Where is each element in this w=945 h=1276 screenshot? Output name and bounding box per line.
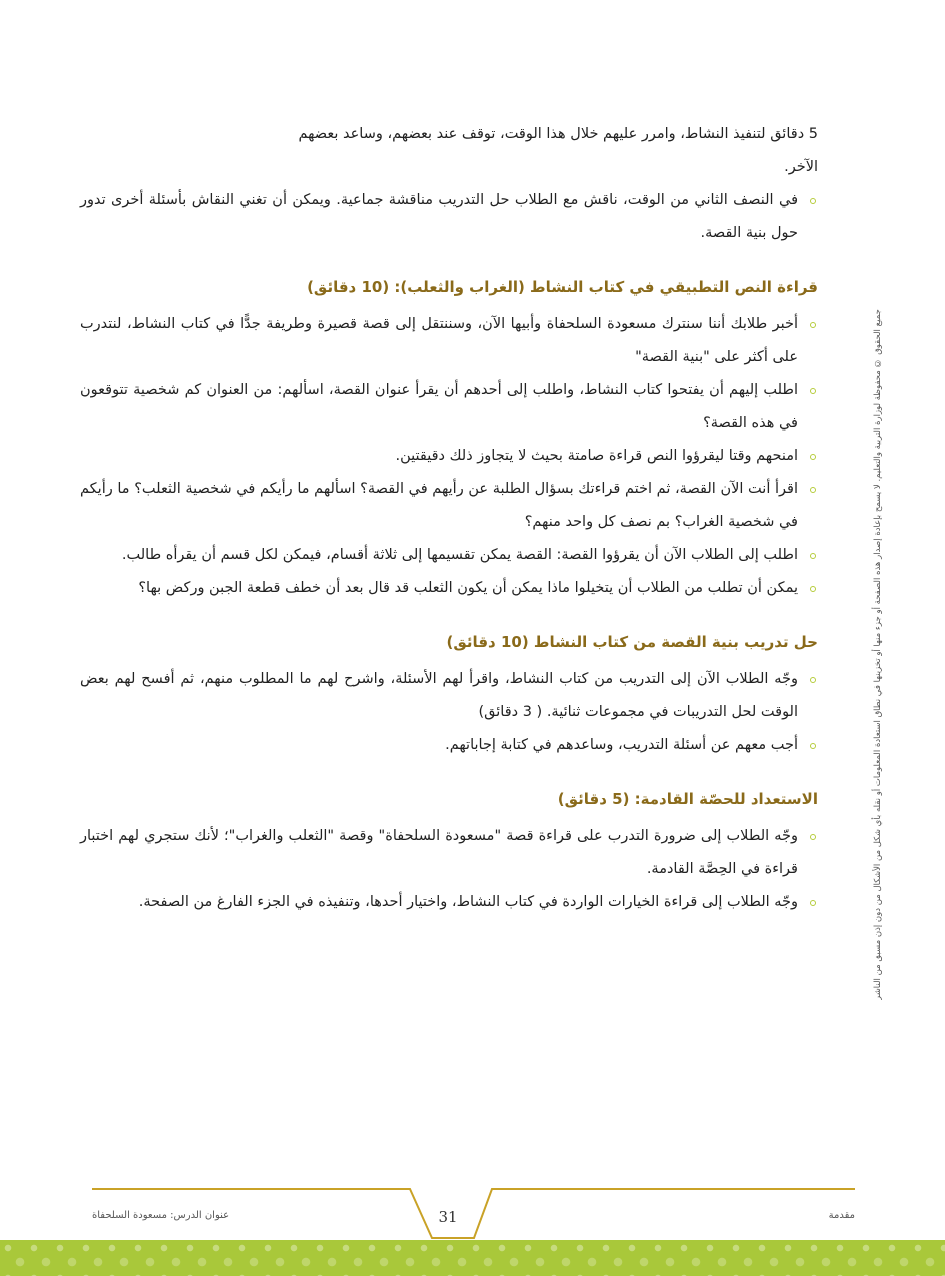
page-number: 31: [438, 1208, 458, 1226]
intro-line-1: 5 دقائق لتنفيذ النشاط، وامرر عليهم خلال هذا الوقت، توقف عند بعضهم، وساعد بعضهم: [298, 126, 818, 142]
list-item: [80, 440, 818, 473]
bullet-circle-icon: [810, 388, 816, 394]
list-item-text: اقرأ أنت الآن القصة، ثم اختم قراءتك بسؤال الطلبة عن رأيهم في القصة؟ اسألهم ما رأيكم في شخصية الثعلب؟ ما رأيكم في شخصية الغراب؟ بم نصف كل واحد منهم؟: [80, 481, 798, 530]
list-item: [80, 663, 818, 729]
list-item: [80, 820, 818, 886]
list-item: [80, 886, 818, 919]
list-item: [80, 729, 818, 762]
next-class-bullet-list: [80, 820, 818, 919]
section-heading-exercise: حل تدريب بنية القصة من كتاب النشاط (10 دقائق): [446, 633, 818, 651]
exercise-bullet-list: [80, 663, 818, 762]
section-heading-next-class: الاستعداد للحصّة القادمة: (5 دقائق): [557, 790, 818, 808]
list-item: [80, 572, 818, 605]
list-item: [80, 308, 818, 374]
list-item: [80, 539, 818, 572]
bullet-circle-icon: [810, 198, 816, 204]
list-item-text: وجّه الطلاب إلى ضرورة التدرب على قراءة قصة "مسعودة السلحفاة" وقصة "الثعلب والغراب"؛ لأنك ستجري لهم اختبار قراءة في الحِصَّة القادمة.: [80, 828, 798, 877]
intro-bullet-list: [80, 184, 818, 250]
main-content: [80, 118, 818, 919]
list-item-text: وجّه الطلاب إلى قراءة الخيارات الواردة في كتاب النشاط، واختيار أحدها، وتنفيذه في الجزء الفارغ من الصفحة.: [138, 894, 798, 910]
list-item-text: وجّه الطلاب الآن إلى التدريب من كتاب النشاط، واقرأ لهم الأسئلة، واشرح لهم ما المطلوب منهم، ثم أفسح لهم بعض الوقت لحل التدريبات في مجموعات ثنائية. ( 3 دقائق): [80, 671, 798, 720]
list-item: [80, 184, 818, 250]
bullet-circle-icon: [810, 900, 816, 906]
lesson-title: عنوان الدرس: مسعودة السلحفاة: [92, 1210, 230, 1221]
bullet-circle-icon: [810, 586, 816, 592]
bullet-circle-icon: [810, 487, 816, 493]
list-item-text: في النصف الثاني من الوقت، ناقش مع الطلاب حل التدريب مناقشة جماعية. ويمكن أن تغني النقاش بأسئلة أخرى تدور حول بنية القصة.: [80, 192, 798, 241]
list-item-text: اطلب إليهم أن يفتحوا كتاب النشاط، واطلب إلى أحدهم أن يقرأ عنوان القصة، اسألهم: من العنوان كم شخصية تتوقعون في هذه القصة؟: [80, 382, 798, 431]
bullet-circle-icon: [810, 834, 816, 840]
decorative-pattern-band: [0, 1240, 945, 1276]
copyright-side-text: جميع الحقوق © محفوظة لوزارة التربية والتعليم. لا يسمح بإعادة إصدار هذه الصفحة أو جزء منها أو تخزينها في نطاق استعادة المعلومات أو نقله بأي شكل من الأشكال من دون إذن مسبق من الناشر: [873, 309, 883, 1000]
bullet-circle-icon: [810, 553, 816, 559]
list-item: [80, 473, 818, 539]
list-item-text: امنحهم وقتا ليقرؤوا النص قراءة صامتة بحيث لا يتجاوز ذلك دقيقتين.: [395, 448, 798, 464]
reading-bullet-list: [80, 308, 818, 605]
bullet-circle-icon: [810, 322, 816, 328]
list-item-text: اطلب إلى الطلاب الآن أن يقرؤوا القصة: القصة يمكن تقسيمها إلى ثلاثة أقسام، فيمكن لكل قسم أن يقرأه طالب.: [121, 547, 798, 563]
list-item-text: أخبر طلابك أننا سنترك مسعودة السلحفاة وأبيها الآن، وسننتقل إلى قصة قصيرة وطريفة جدًّا في كتاب النشاط، لنتدرب على أكثر على "بنية القصة": [80, 316, 798, 365]
list-item-text: أجب معهم عن أسئلة التدريب، وساعدهم في كتابة إجاباتهم.: [445, 737, 798, 753]
bullet-circle-icon: [810, 677, 816, 683]
section-heading-reading: قراءة النص التطبيقي في كتاب النشاط (الغراب والثعلب): (10 دقائق): [307, 278, 818, 296]
intro-line-2: الآخر.: [784, 159, 818, 175]
list-item: [80, 374, 818, 440]
bullet-circle-icon: [810, 454, 816, 460]
list-item-text: يمكن أن تطلب من الطلاب أن يتخيلوا ماذا يمكن أن يكون الثعلب قد قال بعد أن خطف قطعة الجبن وركض بها؟: [138, 580, 798, 596]
section-label: مقدمة: [828, 1210, 855, 1221]
bullet-circle-icon: [810, 743, 816, 749]
